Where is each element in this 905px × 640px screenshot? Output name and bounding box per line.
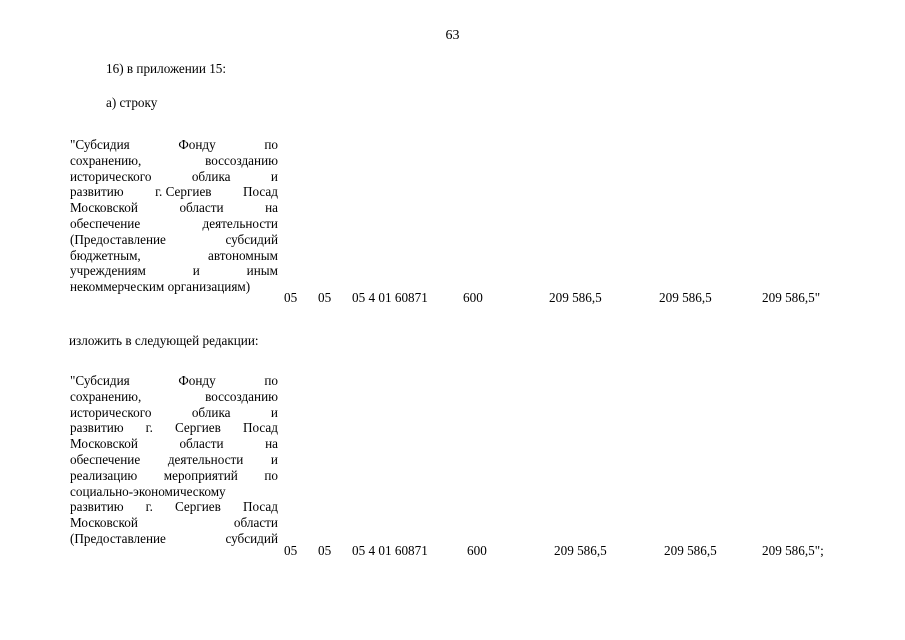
description-line [70, 405, 278, 421]
description-line [70, 184, 278, 200]
description-line [70, 420, 278, 436]
amendment-intro: 16) в приложении 15: [106, 61, 227, 76]
description-line [70, 389, 278, 405]
description-word: Московской [70, 436, 138, 452]
description-word: субсидий [225, 530, 278, 546]
description-word: Московской [70, 200, 138, 216]
description-line [70, 373, 278, 389]
old-row-rz: 05 [284, 290, 298, 305]
new-row-sum-1: 209 586,5 [554, 543, 607, 558]
new-row-vr: 600 [467, 543, 487, 558]
description-word: Посад [242, 420, 278, 436]
description-word: Фонду [178, 373, 216, 388]
description-word: деятельности [167, 451, 244, 467]
description-word: и [192, 263, 200, 279]
description-word: сохранению, [70, 388, 142, 404]
description-word: по [264, 373, 278, 388]
description-line [70, 499, 278, 515]
description-word: социально-экономическому [70, 483, 226, 499]
old-row-sum-3: 209 586,5" [762, 290, 821, 305]
description-word: "Субсидия [70, 373, 130, 388]
description-line [70, 484, 278, 500]
description-word: на [265, 436, 278, 452]
old-row-description [70, 137, 278, 295]
description-word: деятельности [202, 215, 278, 231]
description-line [70, 153, 278, 169]
description-word: воссозданию [205, 388, 278, 404]
new-row-csr: 05 4 01 60871 [352, 543, 428, 558]
description-word: Посад [242, 499, 278, 515]
description-word: исторического [70, 168, 152, 184]
description-word: реализацию [70, 467, 138, 483]
new-row-sum-3: 209 586,5"; [762, 543, 824, 558]
description-word: "Субсидия [70, 137, 130, 152]
description-word: и [270, 404, 278, 420]
description-word: учреждениям [70, 263, 146, 279]
description-word: г. [145, 420, 153, 436]
description-word: Посад [242, 184, 278, 200]
old-row-sum-2: 209 586,5 [659, 290, 712, 305]
description-word: обеспечение [70, 215, 141, 231]
description-word: исторического [70, 404, 152, 420]
description-line [70, 137, 278, 153]
description-line [70, 468, 278, 484]
description-word: Фонду [178, 137, 216, 152]
description-line [70, 200, 278, 216]
description-word: Сергиев [174, 499, 221, 515]
description-word: области [233, 515, 278, 531]
description-word: на [265, 200, 278, 216]
new-row-description [70, 373, 278, 547]
description-word: Московской [70, 515, 138, 531]
description-word: развитию [70, 184, 124, 200]
description-line [70, 531, 278, 547]
description-word: по [264, 137, 278, 152]
new-row-sum-2: 209 586,5 [664, 543, 717, 558]
old-row-pr: 05 [318, 290, 332, 305]
description-line [70, 279, 278, 295]
description-word: Сергиев [174, 420, 221, 436]
description-word: развитию [70, 499, 124, 515]
description-word: автономным [208, 247, 278, 263]
description-line [70, 216, 278, 232]
transition-text: изложить в следующей редакции: [69, 333, 259, 348]
description-word: некоммерческим организациям) [70, 279, 251, 295]
old-row-sum-1: 209 586,5 [549, 290, 602, 305]
description-line [70, 515, 278, 531]
description-line [70, 169, 278, 185]
description-line [70, 436, 278, 452]
description-word: (Предоставление [70, 530, 166, 546]
description-word: г. [145, 499, 153, 515]
new-row-rz: 05 [284, 543, 298, 558]
description-word: и [270, 451, 278, 467]
description-word: (Предоставление [70, 231, 166, 247]
amendment-item-a: а) строку [106, 95, 158, 110]
description-word: и [270, 168, 278, 184]
description-word: воссозданию [205, 152, 278, 168]
description-word: иным [246, 263, 278, 279]
description-word: области [179, 436, 224, 452]
description-word: субсидий [225, 231, 278, 247]
description-word: развитию [70, 420, 124, 436]
description-word: обеспечение [70, 451, 141, 467]
description-line [70, 263, 278, 279]
description-word: сохранению, [70, 152, 142, 168]
description-line [70, 248, 278, 264]
description-word: мероприятий [163, 467, 238, 483]
description-word: бюджетным, [70, 247, 141, 263]
old-row-vr: 600 [463, 290, 483, 305]
description-word: области [179, 200, 224, 216]
new-row-pr: 05 [318, 543, 332, 558]
description-word: облика [191, 168, 231, 184]
description-word: облика [191, 404, 231, 420]
page-number: 63 [445, 28, 460, 43]
description-line [70, 232, 278, 248]
description-word: г. Сергиев [155, 184, 212, 200]
description-line [70, 452, 278, 468]
description-word: по [264, 467, 278, 483]
old-row-csr: 05 4 01 60871 [352, 290, 428, 305]
